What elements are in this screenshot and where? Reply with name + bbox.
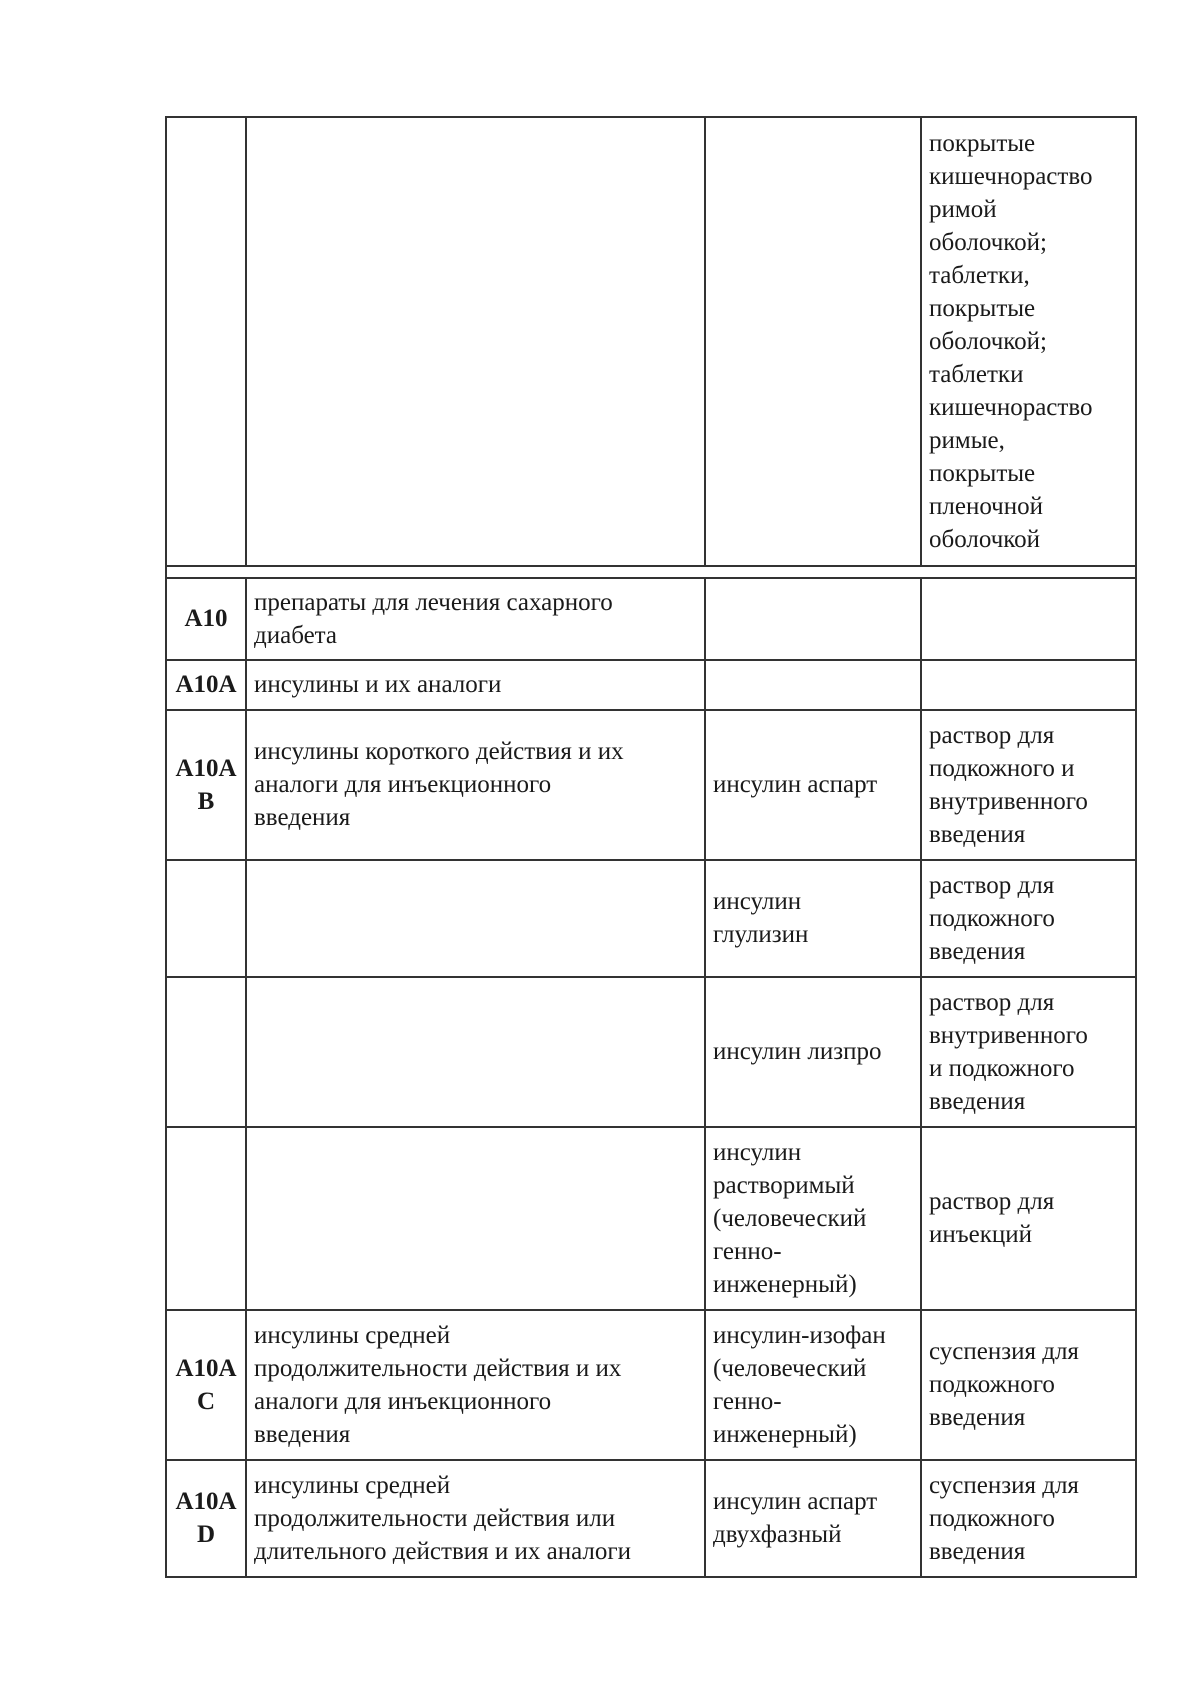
drug-name-cell bbox=[705, 578, 921, 660]
table-row bbox=[166, 117, 1136, 566]
group-name-cell: инсулины короткого действия и их аналоги для инъекционного введения bbox=[246, 710, 705, 860]
dosage-form-cell bbox=[921, 578, 1136, 660]
group-name-cell: препараты для лечения сахарного диабета bbox=[246, 578, 705, 660]
dosage-form-cell: покрытые кишечнораство римой оболочкой; таблетки, покрытые оболочкой; таблетки кишечнораство римые, покрытые пленочной оболочкой bbox=[921, 117, 1136, 566]
atc-code-cell: A10AD bbox=[166, 1460, 246, 1577]
table-row bbox=[166, 1127, 1136, 1310]
dosage-form-cell bbox=[921, 660, 1136, 710]
group-name-cell bbox=[246, 117, 705, 566]
table-separator-row bbox=[166, 566, 1136, 578]
table-row bbox=[166, 860, 1136, 977]
dosage-form-cell: суспензия для подкожного введения bbox=[921, 1310, 1136, 1460]
drug-table-body bbox=[166, 117, 1136, 1577]
table-row bbox=[166, 660, 1136, 710]
atc-code-cell: A10AC bbox=[166, 1310, 246, 1460]
table-row bbox=[166, 1460, 1136, 1577]
table-row bbox=[166, 578, 1136, 660]
dosage-form-cell: раствор для подкожного введения bbox=[921, 860, 1136, 977]
atc-code-cell bbox=[166, 977, 246, 1127]
atc-code-cell bbox=[166, 117, 246, 566]
separator-cell bbox=[166, 566, 1136, 578]
group-name-cell bbox=[246, 977, 705, 1127]
group-name-cell: инсулины и их аналоги bbox=[246, 660, 705, 710]
atc-code-cell bbox=[166, 860, 246, 977]
group-name-cell bbox=[246, 860, 705, 977]
drug-name-cell: инсулин аспарт двухфазный bbox=[705, 1460, 921, 1577]
drug-name-cell: инсулин аспарт bbox=[705, 710, 921, 860]
dosage-form-cell: раствор для инъекций bbox=[921, 1127, 1136, 1310]
group-name-cell: инсулины средней продолжительности действия и их аналоги для инъекционного введения bbox=[246, 1310, 705, 1460]
table-row bbox=[166, 710, 1136, 860]
atc-code-cell bbox=[166, 1127, 246, 1310]
drug-name-cell bbox=[705, 660, 921, 710]
drug-name-cell: инсулин глулизин bbox=[705, 860, 921, 977]
group-name-cell bbox=[246, 1127, 705, 1310]
atc-code-cell: A10AB bbox=[166, 710, 246, 860]
dosage-form-cell: раствор для внутривенного и подкожного введения bbox=[921, 977, 1136, 1127]
table-row bbox=[166, 977, 1136, 1127]
group-name-cell: инсулины средней продолжительности действия или длительного действия и их аналоги bbox=[246, 1460, 705, 1577]
drug-table bbox=[165, 116, 1137, 1578]
drug-name-cell bbox=[705, 117, 921, 566]
drug-name-cell: инсулин лизпро bbox=[705, 977, 921, 1127]
drug-name-cell: инсулин растворимый (человеческий генно- инженерный) bbox=[705, 1127, 921, 1310]
table-row bbox=[166, 1310, 1136, 1460]
drug-name-cell: инсулин-изофан (человеческий генно- инженерный) bbox=[705, 1310, 921, 1460]
dosage-form-cell: раствор для подкожного и внутривенного введения bbox=[921, 710, 1136, 860]
atc-code-cell: A10A bbox=[166, 660, 246, 710]
dosage-form-cell: суспензия для подкожного введения bbox=[921, 1460, 1136, 1577]
atc-code-cell: A10 bbox=[166, 578, 246, 660]
